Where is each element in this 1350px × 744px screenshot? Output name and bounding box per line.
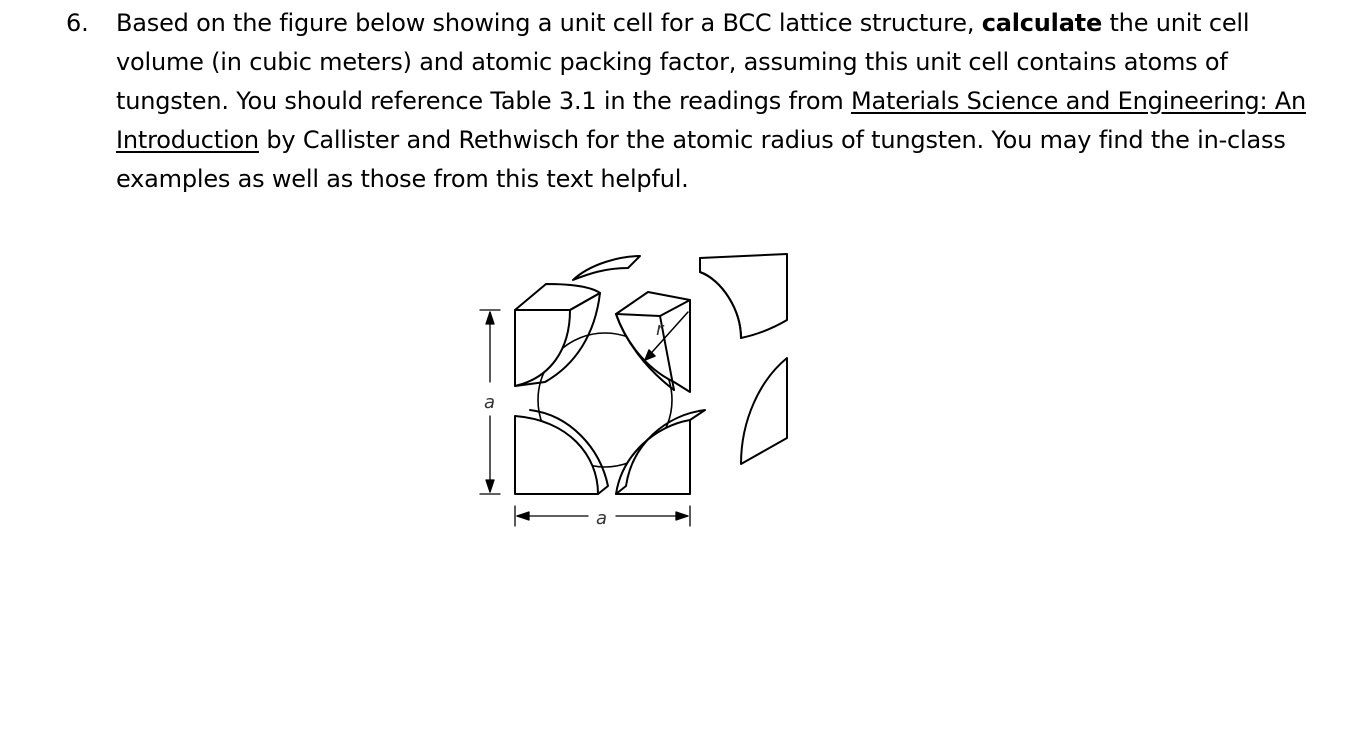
- corner-atom-back-bottom-right: [741, 358, 787, 464]
- bcc-unit-cell-diagram: [460, 240, 820, 540]
- question-text: [116, 4, 1316, 199]
- bcc-unit-cell-figure: [460, 240, 820, 540]
- width-label: a: [596, 508, 608, 529]
- question-number: 6.: [66, 9, 89, 37]
- radius-label: r: [656, 319, 664, 340]
- corner-atom-back-top-right: [700, 254, 787, 338]
- corner-atom-back-top-left: [573, 256, 640, 280]
- question-6: [66, 4, 1316, 199]
- question-text-part1: Based on the figure below showing a unit cell for a BCC lattice structure,: [116, 9, 982, 37]
- book-title: Materials Science and Engineering: An Introduction: [116, 87, 1306, 154]
- question-text-part2: the unit cell volume (in cubic meters) and atomic packing factor, assuming this unit cell contains atoms of tungsten. You should reference Table 3.1 in the readings from: [116, 9, 1250, 115]
- height-label: a: [484, 392, 496, 413]
- question-emphasis: calculate: [981, 9, 1103, 37]
- question-text-part3: by Callister and Rethwisch for the atomic radius of tungsten. You may find the in-class examples as well as those from this text helpful.: [116, 126, 1286, 193]
